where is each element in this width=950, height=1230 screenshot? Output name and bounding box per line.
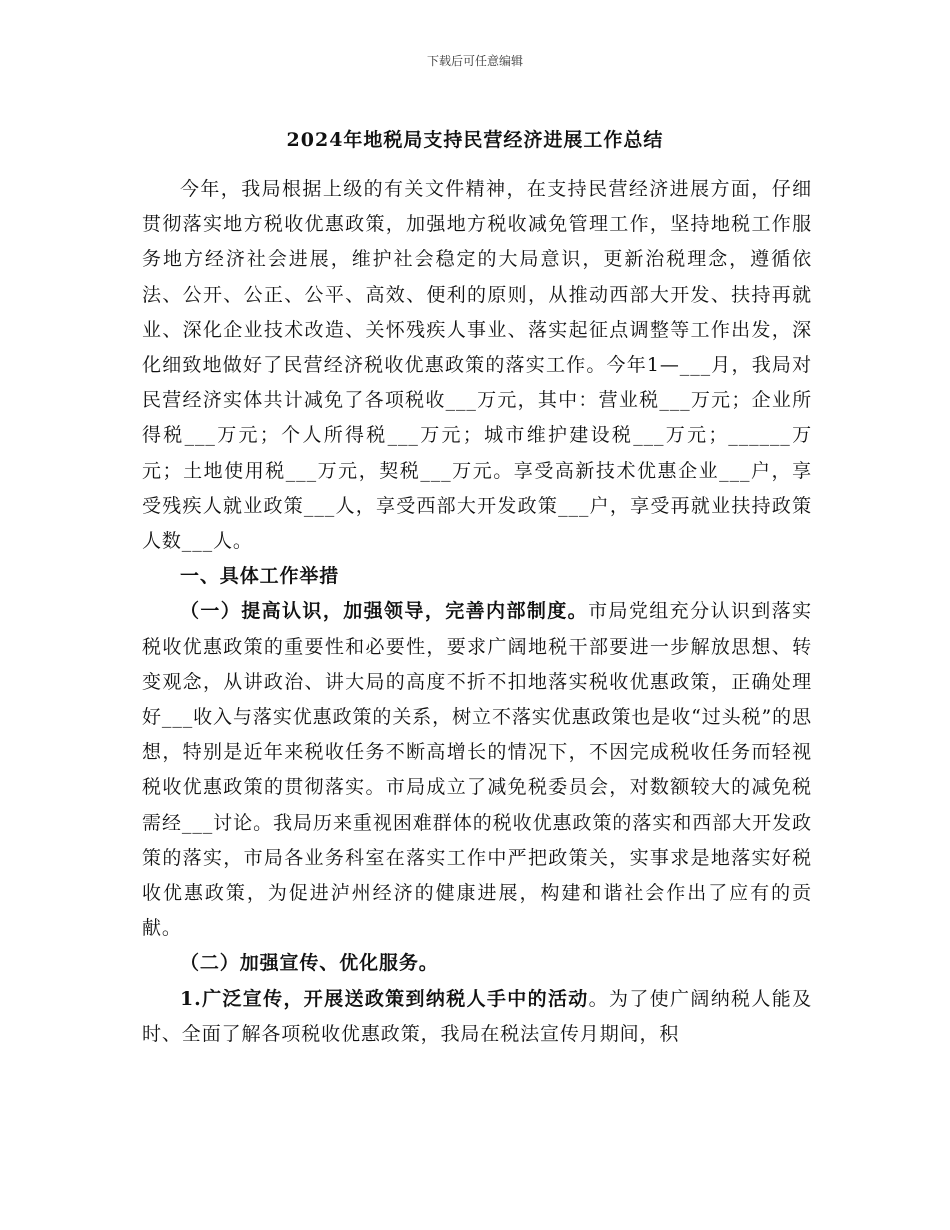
subsection-1-body: 市局党组充分认识到落实税收优惠政策的重要性和必要性，要求广阔地税干部要进一步解放思想、转变观念，从讲政治、讲大局的高度不折不扣地落实税收优惠政策，正确处理好___收入与落实优惠政策的关系，树立不落实优惠政策也是收“过头税”的思想，特别是近年来税收任务不断高增长的情况下，不因完成税收任务而轻视税收优惠政策的贯彻落实。市局成立了减免税委员会，对数额较大的减免税需经___讨论。我局历来重视困难群体的税收优惠政策的落实和西部大开发政策的落实，市局各业务科室在落实工作中严把政策关，实事求是地落实好税收优惠政策，为促进泸州经济的健康进展，构建和谐社会作出了应有的贡献。	[142, 600, 812, 940]
document-title: 2024年地税局支持民营经济进展工作总结	[286, 129, 664, 151]
subsection-2-title: （二）加强宣传、优化服务。	[180, 952, 439, 975]
page-header: 下载后可任意编辑	[426, 54, 523, 68]
intro-paragraph: 今年，我局根据上级的有关文件精神，在支持民营经济进展方面，仔细贯彻落实地方税收优惠政策，加强地方税收减免管理工作，坚持地税工作服务地方经济社会进展，维护社会稳定的大局意识，更新治税理念，遵循依法、公开、公正、公平、高效、便利的原则，从推动西部大开发、扶持再就业、深化企业技术改造、关怀残疾人事业、落实起征点调整等工作出发，深化细致地做好了民营经济税收优惠政策的落实工作。今年1—___月，我局对民营经济实体共计减免了各项税收___万元，其中：营业税___万元；企业所得税___万元；个人所得税___万元；城市维护建设税___万元；______万元；土地使用税___万元，契税___万元。享受高新技术优惠企业___户，享受残疾人就业政策___人，享受西部大开发政策___户，享受再就业扶持政策人数___人。	[142, 178, 812, 553]
item-1-title: 1.广泛宣传，开展送政策到纳税人手中的活动	[180, 987, 589, 1010]
item-1-body: 。为了使广阔纳税人能及时、全面了解各项税收优惠政策，我局在税法宣传月期间，积	[142, 987, 812, 1045]
section-heading-1: 一、具体工作举措	[180, 565, 340, 588]
item-1-paragraph	[142, 982, 812, 1052]
document-body	[142, 172, 812, 1052]
subsection-1-paragraph	[142, 594, 812, 946]
subsection-1-title: （一）提高认识，加强领导，完善内部制度。	[180, 600, 589, 623]
